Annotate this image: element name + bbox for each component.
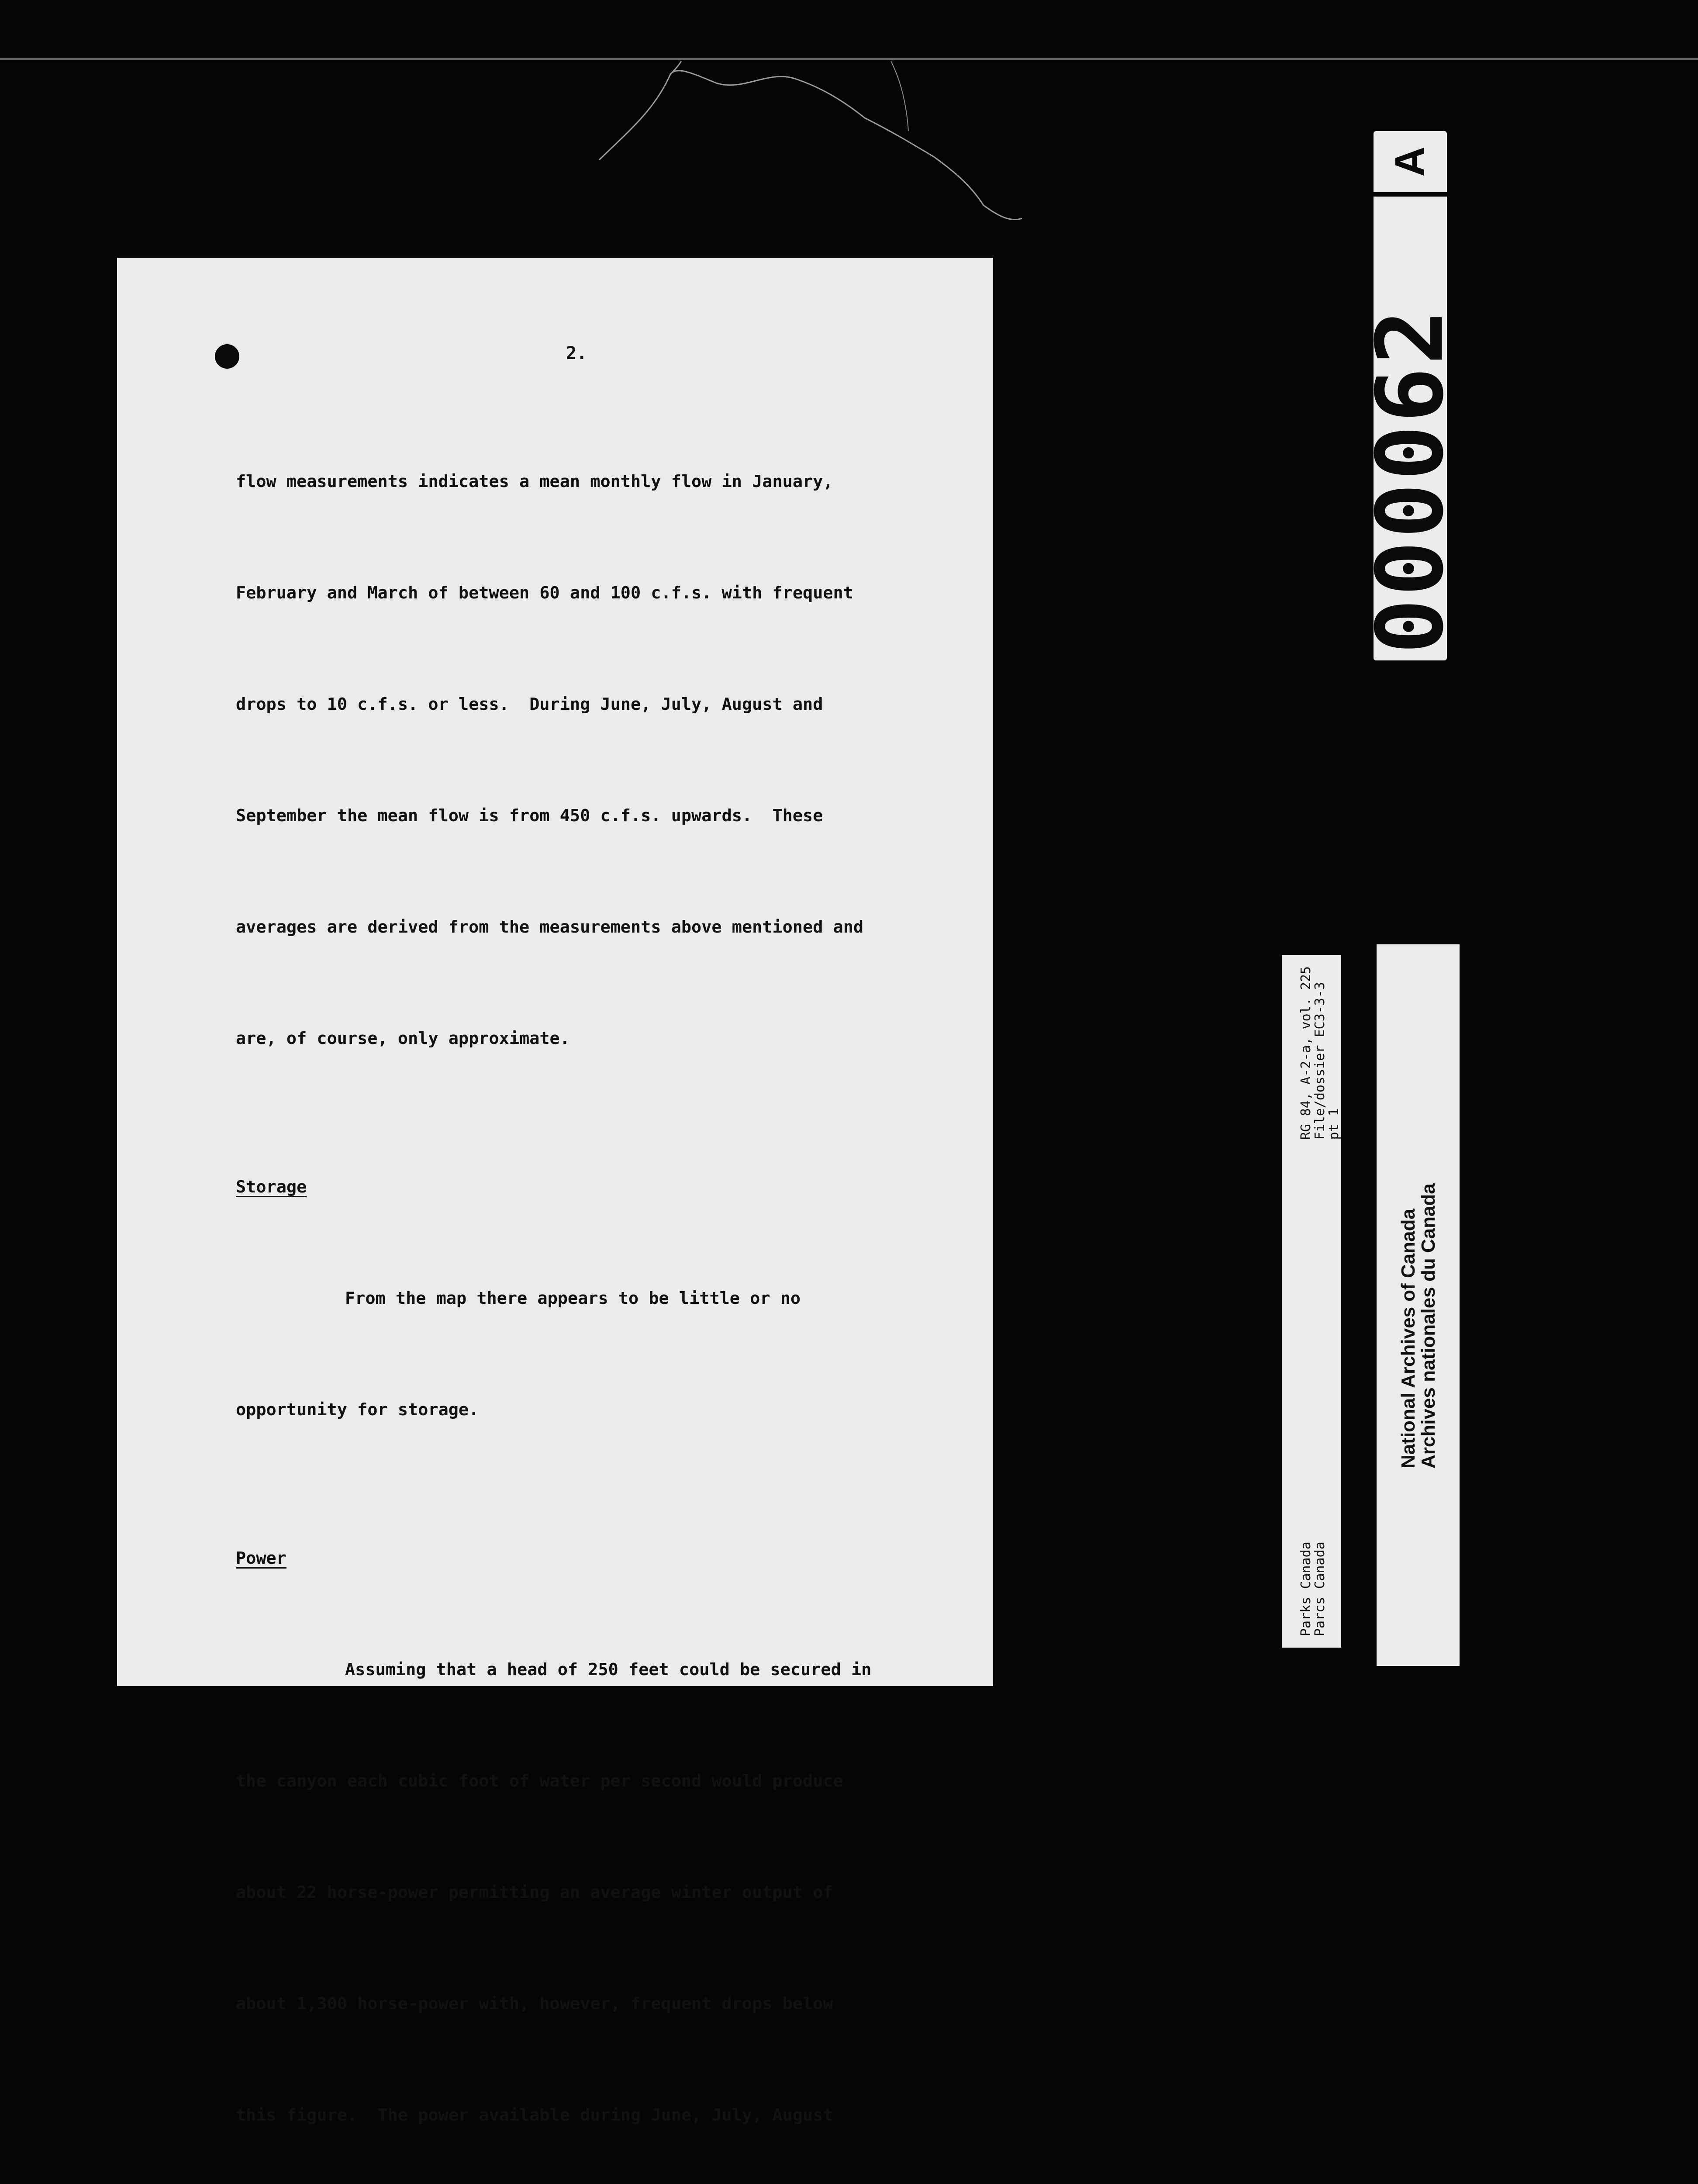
frame-letter: A — [1387, 146, 1433, 177]
text-line: From the map there appears to be little or no — [345, 1289, 801, 1308]
text-line: the canyon each cubic foot of water per second would produce — [236, 1771, 843, 1791]
text-line: Assuming that a head of 250 feet could be secured in — [345, 1660, 872, 1679]
section-heading-power — [236, 1540, 987, 1577]
reference-lines — [1299, 966, 1341, 1140]
page-number: 2. — [566, 343, 587, 363]
archives-label — [1377, 944, 1460, 1666]
text-line: this figure. The power available during June, July, August — [236, 2105, 833, 2125]
reference-label — [1282, 955, 1341, 1648]
heading-text: Storage — [236, 1177, 307, 1197]
organization-fr: Parcs Canada — [1312, 1541, 1328, 1636]
text-line: averages are derived from the measurements above mentioned and — [236, 917, 864, 937]
organization-en: Parks Canada — [1298, 1541, 1314, 1636]
text-line: are, of course, only approximate. — [236, 1029, 570, 1048]
section-heading-storage — [236, 1168, 987, 1206]
document-body — [236, 389, 987, 2184]
text-line: about 22 horse-power permitting an average winter output of — [236, 1883, 833, 1902]
heading-text: Power — [236, 1548, 286, 1568]
archives-lines — [1398, 1183, 1439, 1469]
reference-line: pt 1 — [1326, 1108, 1342, 1140]
reference-line: RG 84, A-2-a, vol. 225 — [1298, 966, 1314, 1140]
reference-line: File/dossier EC3-3-3 — [1312, 982, 1328, 1140]
frame-number: 000062 — [1356, 307, 1464, 654]
label-divider — [1374, 192, 1447, 197]
text-line: about 1,300 horse-power with, however, frequent drops below — [236, 1994, 833, 2014]
text-line: opportunity for storage. — [236, 1400, 479, 1420]
organization-lines — [1299, 1541, 1327, 1636]
text-line: flow measurements indicates a mean monthly flow in January, — [236, 472, 833, 491]
text-line: drops to 10 c.f.s. or less. During June, July, August and — [236, 695, 823, 714]
text-line: September the mean flow is from 450 c.f.s. upwards. These — [236, 806, 823, 826]
document-page — [117, 258, 993, 2125]
text-line: February and March of between 60 and 100 c.f.s. with frequent — [236, 583, 853, 603]
punch-hole — [215, 344, 239, 369]
frame-number-label — [1356, 131, 1464, 660]
archives-fr: Archives nationales du Canada — [1418, 1183, 1439, 1469]
archives-en: National Archives of Canada — [1398, 1209, 1419, 1469]
